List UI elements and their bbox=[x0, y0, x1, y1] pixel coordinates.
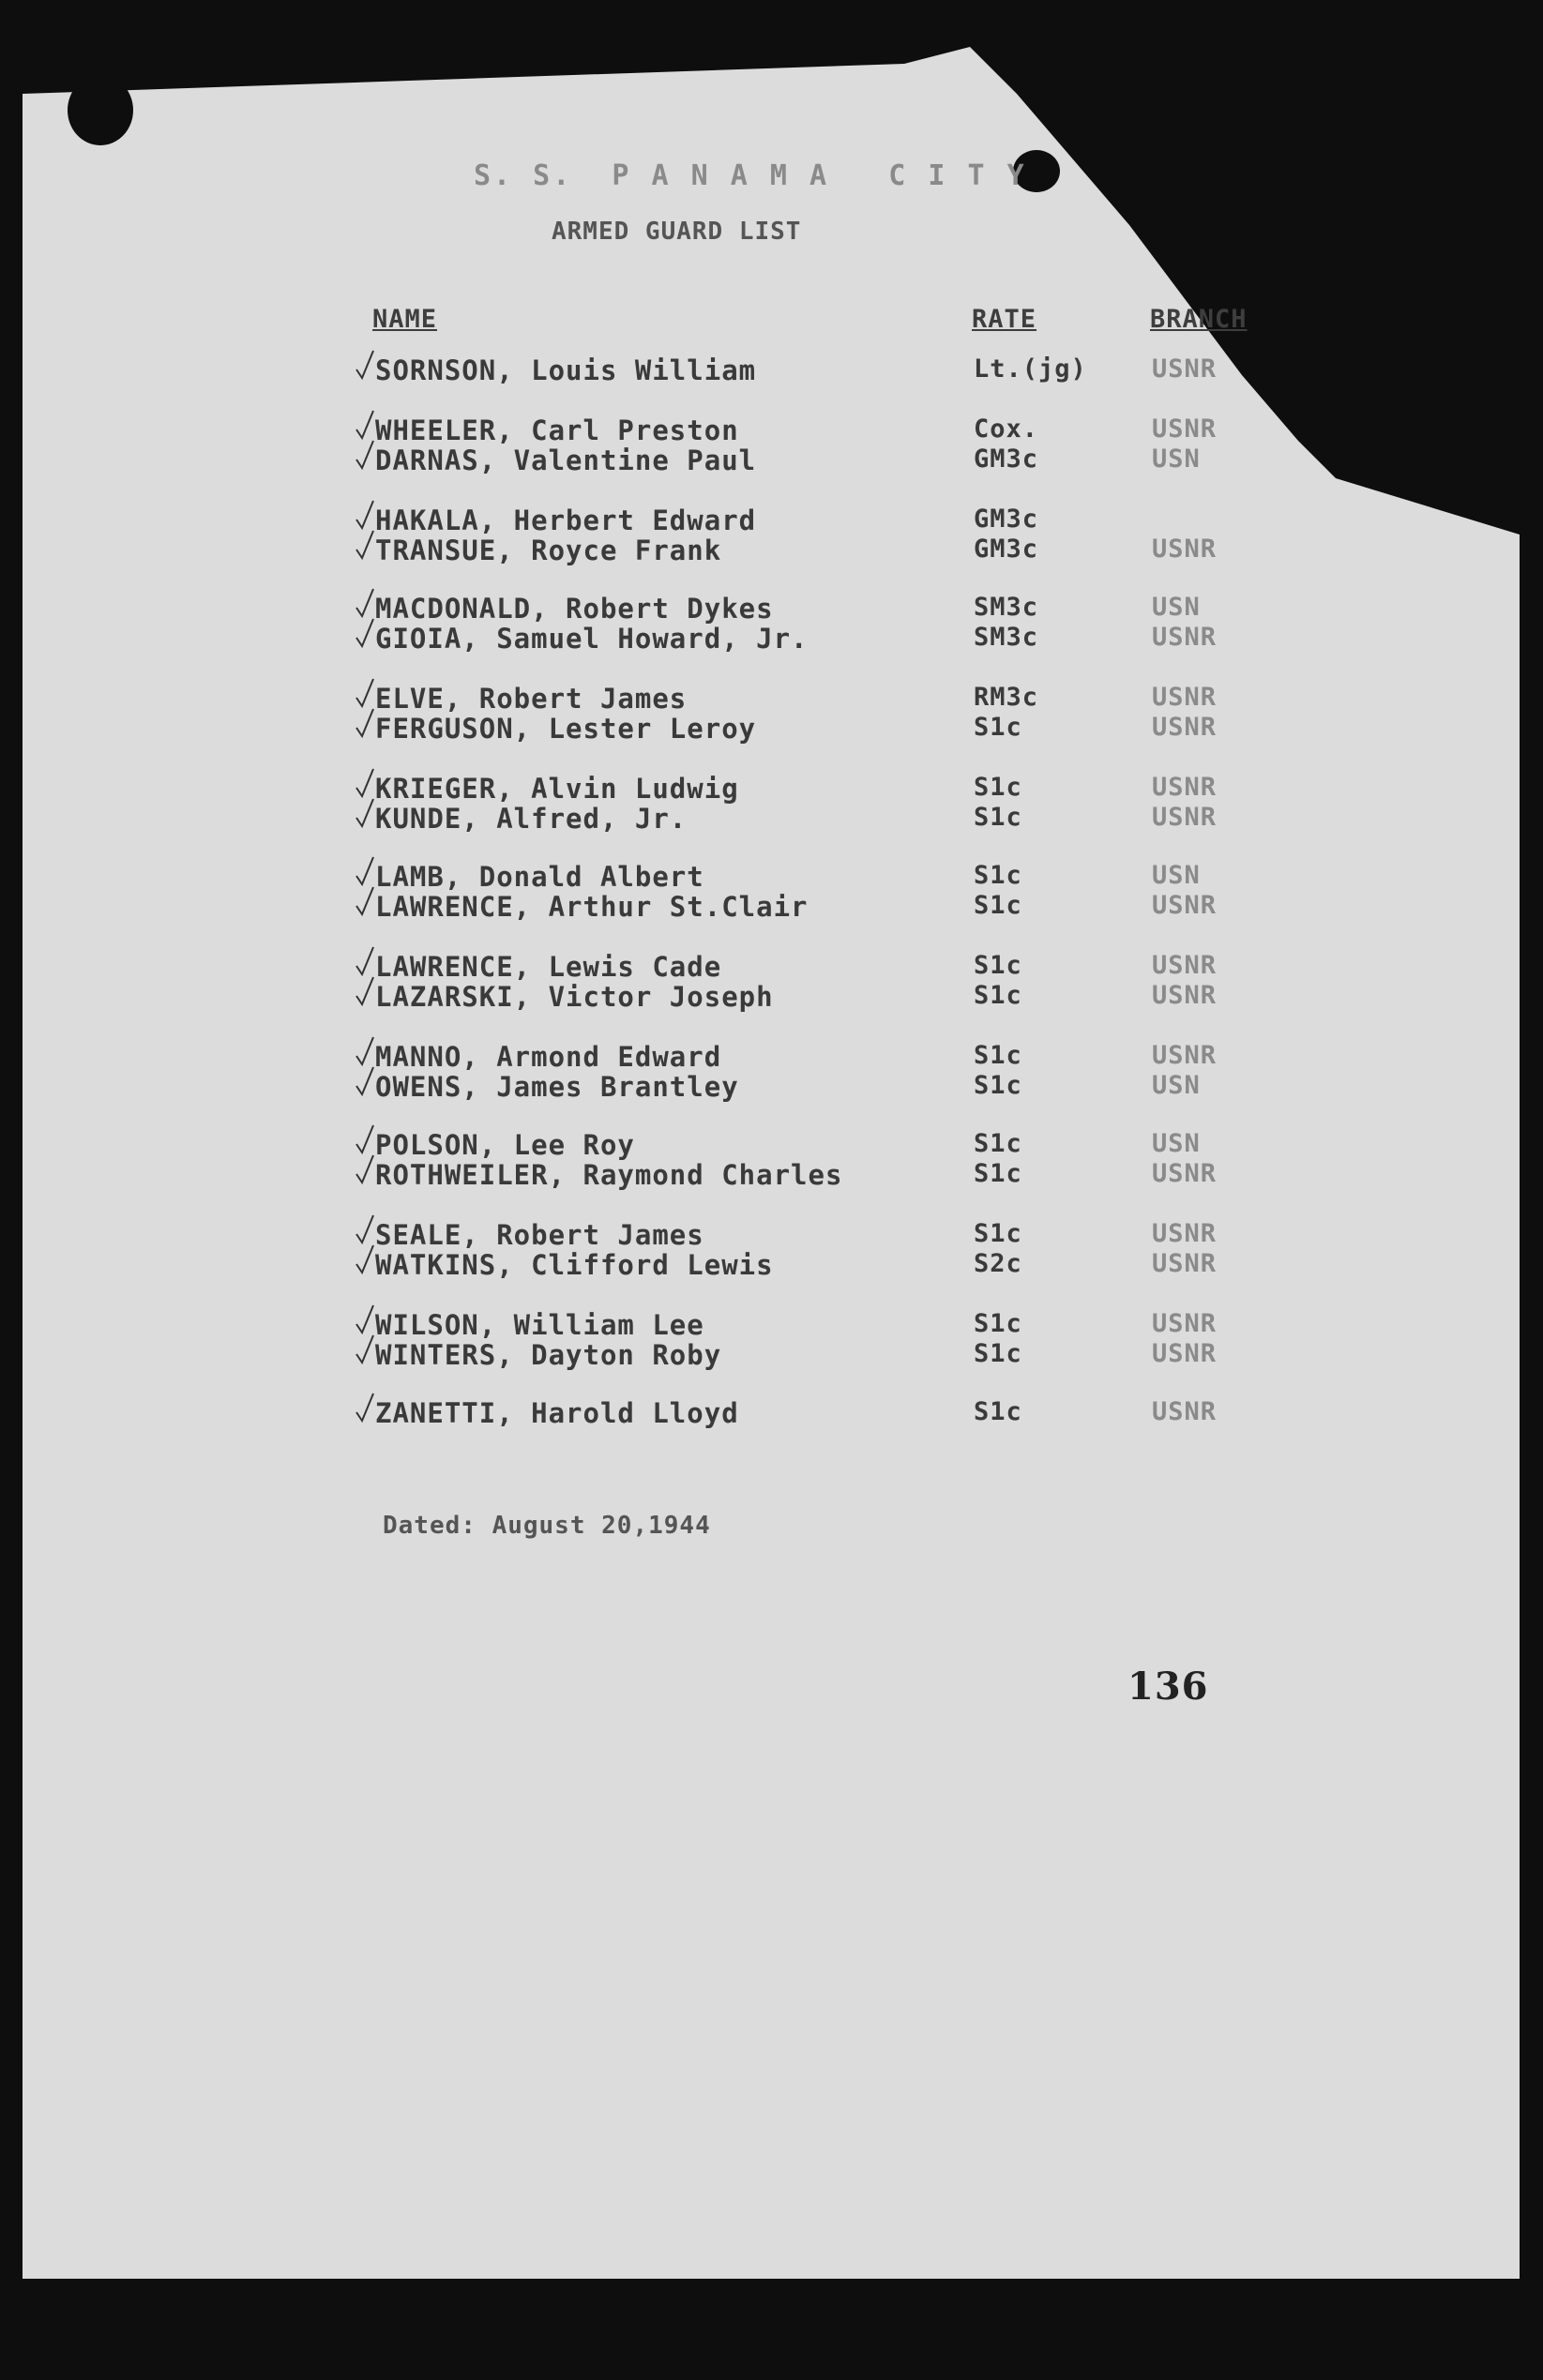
checkmark-icon bbox=[355, 1243, 375, 1275]
row-branch: USNR bbox=[1152, 1339, 1218, 1368]
row-name: WILSON, William Lee bbox=[375, 1309, 704, 1341]
row-rate: S1c bbox=[974, 1041, 1022, 1070]
document-page bbox=[23, 38, 1520, 2279]
row-name: WATKINS, Clifford Lewis bbox=[375, 1249, 774, 1281]
row-branch: USNR bbox=[1152, 1397, 1218, 1426]
checkmark-icon bbox=[355, 975, 375, 1007]
row-branch: USNR bbox=[1152, 1041, 1218, 1070]
row-rate: S1c bbox=[974, 1071, 1022, 1100]
checkmark-icon bbox=[355, 499, 375, 531]
row-rate: S1c bbox=[974, 1219, 1022, 1248]
row-rate: Cox. bbox=[974, 414, 1039, 444]
row-name: FERGUSON, Lester Leroy bbox=[375, 713, 757, 745]
row-name: ZANETTI, Harold Lloyd bbox=[375, 1397, 739, 1429]
row-rate: S1c bbox=[974, 1129, 1022, 1158]
row-branch: USN bbox=[1152, 593, 1201, 622]
row-name: GIOIA, Samuel Howard, Jr. bbox=[375, 623, 809, 655]
row-name: SEALE, Robert James bbox=[375, 1219, 704, 1251]
row-rate: S1c bbox=[974, 1397, 1022, 1426]
checkmark-icon bbox=[355, 1392, 375, 1423]
checkmark-icon bbox=[355, 677, 375, 709]
row-rate: S1c bbox=[974, 861, 1022, 890]
ink-blot bbox=[68, 75, 133, 145]
row-branch: USNR bbox=[1152, 773, 1218, 802]
column-header-branch: BRANCH bbox=[1150, 305, 1248, 334]
row-name: LAWRENCE, Lewis Cade bbox=[375, 951, 722, 983]
row-name: LAZARSKI, Victor Joseph bbox=[375, 981, 774, 1013]
row-branch: USNR bbox=[1152, 1159, 1218, 1188]
checkmark-icon bbox=[355, 1153, 375, 1185]
checkmark-icon bbox=[355, 587, 375, 619]
row-branch: USNR bbox=[1152, 683, 1218, 712]
row-branch: USNR bbox=[1152, 891, 1218, 920]
checkmark-icon bbox=[355, 439, 375, 471]
row-rate: S1c bbox=[974, 951, 1022, 980]
row-branch: USNR bbox=[1152, 1249, 1218, 1278]
checkmark-icon bbox=[355, 529, 375, 561]
checkmark-icon bbox=[355, 1213, 375, 1245]
row-name: TRANSUE, Royce Frank bbox=[375, 535, 722, 566]
row-name: MANNO, Armond Edward bbox=[375, 1041, 722, 1073]
row-branch: USNR bbox=[1152, 713, 1218, 742]
checkmark-icon bbox=[355, 1035, 375, 1067]
row-name: SORNSON, Louis William bbox=[375, 354, 757, 386]
row-branch: USNR bbox=[1152, 535, 1218, 564]
row-branch: USNR bbox=[1152, 1309, 1218, 1338]
checkmark-icon bbox=[355, 797, 375, 829]
page-number: 136 bbox=[1127, 1664, 1209, 1709]
row-rate: S1c bbox=[974, 1309, 1022, 1338]
row-branch: USNR bbox=[1152, 414, 1218, 444]
checkmark-icon bbox=[355, 617, 375, 649]
row-rate: GM3c bbox=[974, 535, 1039, 564]
checkmark-icon bbox=[355, 767, 375, 799]
checkmark-icon bbox=[355, 1303, 375, 1335]
row-name: POLSON, Lee Roy bbox=[375, 1129, 635, 1161]
checkmark-icon bbox=[355, 409, 375, 441]
dated-line: Dated: August 20,1944 bbox=[383, 1512, 711, 1540]
checkmark-icon bbox=[355, 707, 375, 739]
ship-title: S. S. P A N A M A C I T Y bbox=[474, 159, 1027, 192]
checkmark-icon bbox=[355, 1333, 375, 1365]
row-rate: S1c bbox=[974, 981, 1022, 1010]
row-rate: S1c bbox=[974, 891, 1022, 920]
row-rate: Lt.(jg) bbox=[974, 354, 1087, 384]
column-header-name: NAME bbox=[372, 305, 438, 334]
row-branch: USN bbox=[1152, 1071, 1201, 1100]
checkmark-icon bbox=[355, 855, 375, 887]
row-branch: USN bbox=[1152, 444, 1201, 474]
row-rate: SM3c bbox=[974, 593, 1039, 622]
checkmark-icon bbox=[355, 349, 375, 381]
row-rate: S1c bbox=[974, 1339, 1022, 1368]
row-rate: GM3c bbox=[974, 444, 1039, 474]
checkmark-icon bbox=[355, 1065, 375, 1097]
row-rate: S1c bbox=[974, 1159, 1022, 1188]
row-name: KRIEGER, Alvin Ludwig bbox=[375, 773, 739, 805]
row-rate: SM3c bbox=[974, 623, 1039, 652]
row-rate: GM3c bbox=[974, 505, 1039, 534]
row-name: DARNAS, Valentine Paul bbox=[375, 444, 757, 476]
row-name: HAKALA, Herbert Edward bbox=[375, 505, 757, 536]
row-rate: RM3c bbox=[974, 683, 1039, 712]
row-name: ELVE, Robert James bbox=[375, 683, 688, 715]
row-name: ROTHWEILER, Raymond Charles bbox=[375, 1159, 843, 1191]
row-branch: USNR bbox=[1152, 623, 1218, 652]
row-branch: USNR bbox=[1152, 803, 1218, 832]
row-branch: USN bbox=[1152, 1129, 1201, 1158]
row-name: WINTERS, Dayton Roby bbox=[375, 1339, 722, 1371]
row-rate: S2c bbox=[974, 1249, 1022, 1278]
list-title: ARMED GUARD LIST bbox=[552, 218, 802, 246]
row-rate: S1c bbox=[974, 713, 1022, 742]
row-name: WHEELER, Carl Preston bbox=[375, 414, 739, 446]
row-branch: USN bbox=[1152, 861, 1201, 890]
checkmark-icon bbox=[355, 945, 375, 977]
row-rate: S1c bbox=[974, 773, 1022, 802]
row-branch: USNR bbox=[1152, 354, 1218, 384]
row-branch: USNR bbox=[1152, 951, 1218, 980]
row-name: MACDONALD, Robert Dykes bbox=[375, 593, 774, 625]
checkmark-icon bbox=[355, 885, 375, 917]
row-name: KUNDE, Alfred, Jr. bbox=[375, 803, 688, 835]
row-name: LAWRENCE, Arthur St.Clair bbox=[375, 891, 809, 923]
row-rate: S1c bbox=[974, 803, 1022, 832]
row-branch: USNR bbox=[1152, 981, 1218, 1010]
row-branch: USNR bbox=[1152, 1219, 1218, 1248]
row-name: LAMB, Donald Albert bbox=[375, 861, 704, 893]
checkmark-icon bbox=[355, 1123, 375, 1155]
column-header-rate: RATE bbox=[972, 305, 1037, 334]
row-name: OWENS, James Brantley bbox=[375, 1071, 739, 1103]
